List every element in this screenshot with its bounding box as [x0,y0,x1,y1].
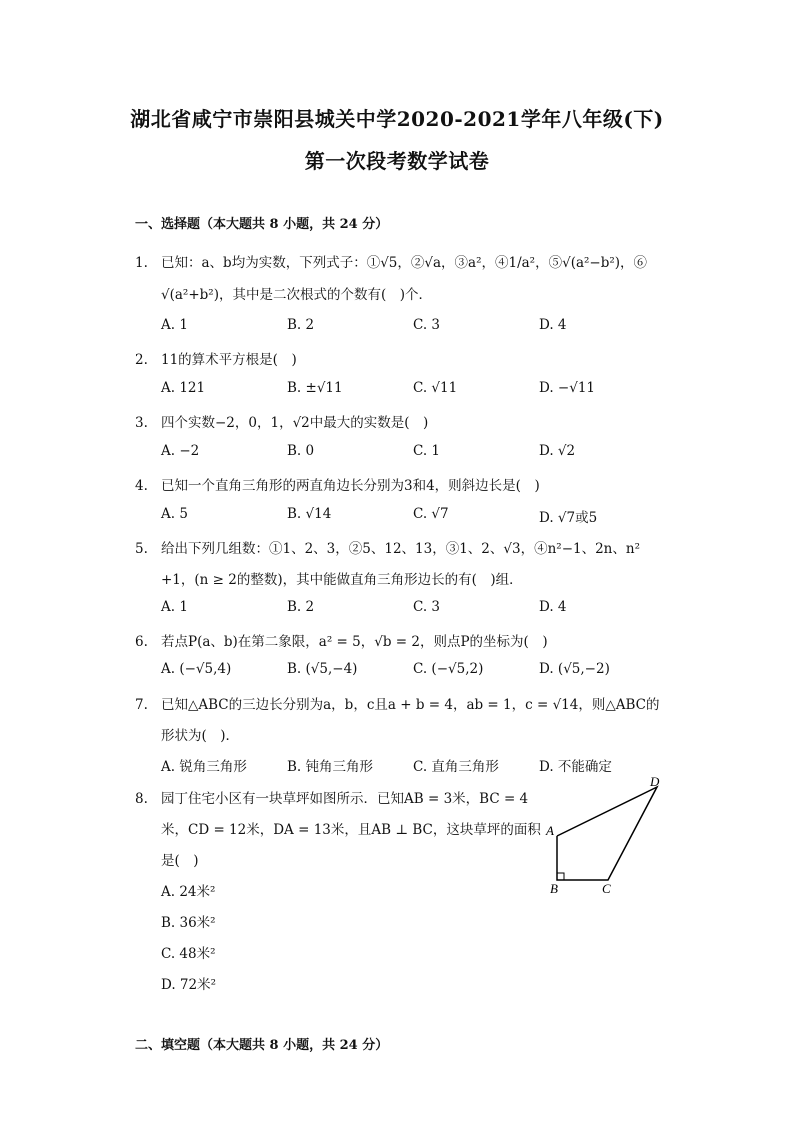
option-a: A. −2 [161,443,200,459]
option-a: A. 1 [161,599,188,615]
question-text-continued: 形状为( )． [161,728,240,744]
question-5 [135,537,640,557]
question-8 [135,787,528,807]
question-4 [135,474,540,494]
question-number: 8. [135,791,148,807]
option-c: C. 1 [413,443,441,459]
vertex-label-d: D [650,774,660,789]
option-c: C. 48米² [161,946,216,962]
option-c: C. √7 [413,506,449,522]
lawn-quadrilateral-figure [540,772,670,897]
option-b: B. 0 [287,443,315,459]
question-text: 已知：a、b均为实数，下列式子：①√5，②√a，③a²，④1/a²，⑤√(a²−b²)，⑥ [161,255,648,271]
option-c: C. 3 [413,317,441,333]
option-d: D. √7或5 [539,510,598,526]
option-a: A. 锐角三角形 [161,759,247,775]
option-a: A. (−√5,4) [161,661,232,677]
question-text: 已知一个直角三角形的两直角边长分别为3和4，则斜边长是( ) [161,478,540,494]
question-1 [135,251,647,271]
question-text-continued: +1，(n ≥ 2的整数)，其中能做直角三角形边长的有( )组． [161,572,523,588]
vertex-label-c: C [602,881,611,896]
option-b: B. 2 [287,317,315,333]
option-b: B. (√5,−4) [287,661,358,677]
section-heading-fill: 二、填空题（本大题共 8 小题，共 24 分） [135,1038,389,1053]
option-b: B. ±√11 [287,380,343,396]
option-a: A. 1 [161,317,188,333]
question-text: 已知△ABC的三边长分别为a，b，c且a + b = 4，ab = 1，c = √14，则△ABC的 [161,697,660,713]
quadrilateral-abcd [557,787,657,880]
question-number: 4. [135,478,148,494]
option-a: A. 121 [161,380,206,396]
vertex-label-b: B [550,881,558,896]
question-number: 6. [135,634,148,650]
option-d: D. 72米² [161,977,217,993]
exam-title-line1: 湖北省咸宁市崇阳县城关中学2020-2021学年八年级(下) [130,107,664,131]
option-d: D. 4 [539,317,567,333]
question-number: 3. [135,415,148,431]
question-text: 11的算术平方根是( ) [161,352,297,368]
question-2 [135,348,297,368]
question-number: 5. [135,541,148,557]
option-d: D. −√11 [539,380,596,396]
exam-title-line2: 第一次段考数学试卷 [304,149,490,173]
option-d: D. 不能确定 [539,759,612,775]
option-c: C. 直角三角形 [413,759,499,775]
option-b: B. 2 [287,599,315,615]
option-b: B. 钝角三角形 [287,759,374,775]
option-c: C. 3 [413,599,441,615]
question-text: 四个实数−2，0，1，√2中最大的实数是( ) [161,415,429,431]
option-a: A. 24米² [161,884,216,900]
question-7 [135,693,660,713]
question-text: 若点P(a、b)在第二象限，a² = 5，√b = 2，则点P的坐标为( ) [161,634,548,650]
option-d: D. √2 [539,443,576,459]
section-heading-choice: 一、选择题（本大题共 8 小题，共 24 分） [135,217,389,232]
question-number: 2. [135,352,148,368]
option-a: A. 5 [161,506,188,522]
right-angle-mark [557,873,564,880]
question-number: 7. [135,697,148,713]
option-d: D. (√5,−2) [539,661,610,677]
vertex-label-a: A [546,823,554,838]
question-text-continued: 是( ) [161,853,199,869]
question-text: 给出下列几组数：①1、2、3，②5、12、13，③1、2、√3，④n²−1、2n、n² [161,541,640,557]
question-text-continued: √(a²+b²)，其中是二次根式的个数有( )个． [161,287,432,303]
question-text: 园丁住宅小区有一块草坪如图所示．已知AB = 3米，BC = 4 [161,791,529,807]
question-3 [135,411,428,431]
option-b: B. √14 [287,506,332,522]
option-c: C. √11 [413,380,458,396]
question-text-continued: 米，CD = 12米，DA = 13米，且AB ⊥ BC，这块草坪的面积 [161,822,541,838]
question-6 [135,630,548,650]
option-b: B. 36米² [161,915,216,931]
option-d: D. 4 [539,599,567,615]
question-number: 1. [135,255,148,271]
option-c: C. (−√5,2) [413,661,484,677]
